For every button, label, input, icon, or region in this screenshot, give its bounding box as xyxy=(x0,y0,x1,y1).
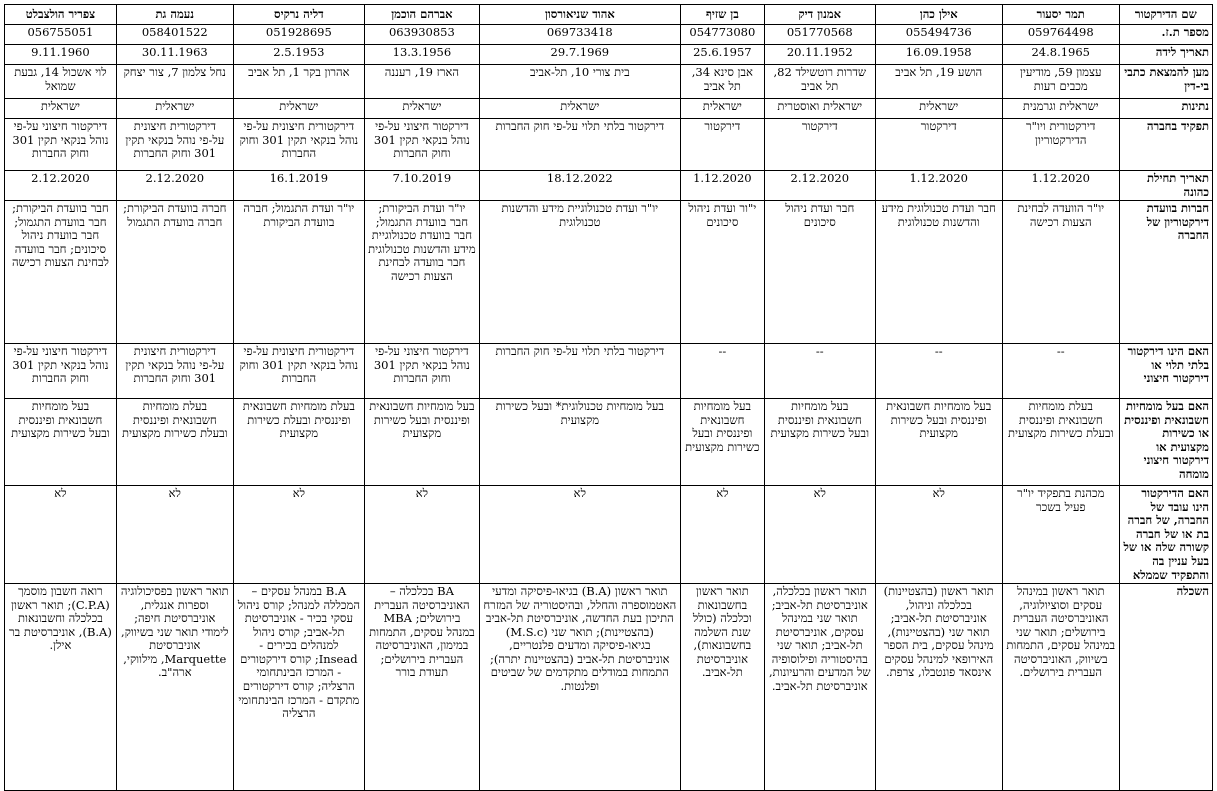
table-cell: 055494736 xyxy=(875,25,1002,45)
table-cell: ישראלית xyxy=(479,99,680,119)
table-cell: בית צורי 10, תל-אביב xyxy=(479,65,680,99)
table-cell: BA בכלכלה – האוניברסיטה העברית בירושלים; MBA במנהל עסקים, התמחות במימון, האוניברסיטה העברית בירושלים; תעודת בורר xyxy=(364,584,479,791)
director-name: אילן כהן xyxy=(875,5,1002,25)
table-cell: -- xyxy=(680,344,764,399)
table-body xyxy=(5,25,1213,791)
table-cell: דירקטורית ויו"ר הדירקטוריון xyxy=(1002,119,1119,171)
header-row xyxy=(5,5,1213,25)
table-cell: בעלת מומחיות חשבונאית ופיננסית ובעלת כשירות מקצועית xyxy=(116,399,233,486)
corner-header: שם הדירקטור xyxy=(1119,5,1212,25)
table-cell: 2.12.2020 xyxy=(764,171,875,201)
table-cell: לא xyxy=(875,486,1002,584)
table-cell: 24.8.1965 xyxy=(1002,45,1119,65)
table-cell: 2.12.2020 xyxy=(116,171,233,201)
table-cell: לוי אשכול 14, גבעת שמואל xyxy=(5,65,117,99)
table-cell: דירקטור בלתי תלוי על-פי חוק החברות xyxy=(479,119,680,171)
table-cell: 051928695 xyxy=(233,25,364,45)
table-cell: יו"ר ועדת התגמול; חברה בוועדת הביקורת xyxy=(233,201,364,344)
table-cell: 7.10.2019 xyxy=(364,171,479,201)
directors-table xyxy=(4,4,1213,791)
table-cell: 25.6.1957 xyxy=(680,45,764,65)
table-cell: דירקטורית חיצונית על-פי נוהל בנקאי תקין 301 וחוק החברות xyxy=(233,344,364,399)
table-cell: 18.12.2022 xyxy=(479,171,680,201)
director-name: תמר יסעור xyxy=(1002,5,1119,25)
row-label: האם הינו דירקטור בלתי תלוי או דירקטור חיצוני xyxy=(1119,344,1212,399)
table-cell: דירקטור xyxy=(680,119,764,171)
table-cell: לא xyxy=(680,486,764,584)
table-cell: -- xyxy=(875,344,1002,399)
table-cell: אבן סינא 34, תל אביב xyxy=(680,65,764,99)
table-cell: 16.09.1958 xyxy=(875,45,1002,65)
table-cell: 059764498 xyxy=(1002,25,1119,45)
table-cell: בעלת מומחיות חשבונאית ופיננסית ובעלת כשירות מקצועית xyxy=(1002,399,1119,486)
table-cell: 13.3.1956 xyxy=(364,45,479,65)
id-number-row xyxy=(5,25,1213,45)
table-cell: בעל מומחיות חשבונאית ופיננסית ובעל כשירות מקצועית xyxy=(764,399,875,486)
table-cell: דירקטור חיצוני על-פי נוהל בנקאי תקין 301 וחוק החברות xyxy=(5,344,117,399)
director-name: אהוד שניאורסון xyxy=(479,5,680,25)
table-cell: דירקטורית חיצונית על-פי נוהל בנקאי תקין 301 וחוק החברות xyxy=(116,119,233,171)
table-cell: ישראלית xyxy=(5,99,117,119)
table-cell: תואר ראשון (בהצטיינות) בכלכלה וניהול, אוניברסיטת תל-אביב; תואר שני (בהצטיינות), מינהל עסקים, בית הספר האירופאי למינהל עסקים אינסאד פונטבלו, צרפת. xyxy=(875,584,1002,791)
address-row xyxy=(5,65,1213,99)
expertise-row xyxy=(5,399,1213,486)
employee-row xyxy=(5,486,1213,584)
table-cell: 1.12.2020 xyxy=(1002,171,1119,201)
table-cell: -- xyxy=(1002,344,1119,399)
table-cell: 054773080 xyxy=(680,25,764,45)
row-label: תאריך לידה xyxy=(1119,45,1212,65)
director-name: אברהם הוכמן xyxy=(364,5,479,25)
table-cell: תואר ראשון (B.A) בגיאו-פיסיקה ומדעי האטמוספרה והחלל, ובהיסטוריה של המזרח התיכון בעת החדשה, אוניברסיטת תל-אביב (בהצטיינות); תואר שני (M.S.c) בגיאו-פיסיקה ומדעים פלנטריים, אוניברסיטת תל-אביב (בהצטיינות יתרה); התמחות במודלים מתקדמים של שביטים ופלנטות. xyxy=(479,584,680,791)
table-cell: 2.12.2020 xyxy=(5,171,117,201)
table-cell: 29.7.1969 xyxy=(479,45,680,65)
table-cell: 063930853 xyxy=(364,25,479,45)
table-cell: דירקטורית חיצונית על-פי נוהל בנקאי תקין 301 וחוק החברות xyxy=(116,344,233,399)
education-row xyxy=(5,584,1213,791)
table-cell: דירקטור בלתי תלוי על-פי חוק החברות xyxy=(479,344,680,399)
table-cell: דירקטורית חיצונית על-פי נוהל בנקאי תקין 301 וחוק החברות xyxy=(233,119,364,171)
table-cell: לא xyxy=(5,486,117,584)
table-cell: 2.5.1953 xyxy=(233,45,364,65)
table-cell: אהרון בקר 1, תל אביב xyxy=(233,65,364,99)
table-cell: 051770568 xyxy=(764,25,875,45)
table-cell: 058401522 xyxy=(116,25,233,45)
table-cell: חבר ועדת ניהול סיכונים xyxy=(764,201,875,344)
table-cell: יו"ר הוועדה לבחינת הצעות רכישה xyxy=(1002,201,1119,344)
table-cell: הארז 19, רעננה xyxy=(364,65,479,99)
table-cell: מכהנת בתפקיד יו"ר פעיל בשכר xyxy=(1002,486,1119,584)
table-cell: דירקטור xyxy=(764,119,875,171)
committees-row xyxy=(5,201,1213,344)
table-cell: חבר ועדת טכנולוגית מידע והדשנות טכנולוגית xyxy=(875,201,1002,344)
start-date-row xyxy=(5,171,1213,201)
role-row xyxy=(5,119,1213,171)
table-cell: יו"ר ועדת הביקורת; חבר בוועדת התגמול; חבר בוועדת טכנולוגיית מידע והדשנות טכנולוגית חבר בוועדה לבחינת הצעות רכישה xyxy=(364,201,479,344)
table-cell: בעל מומחיות חשבונאית ופיננסית ובעל כשירות מקצועית xyxy=(680,399,764,486)
table-cell: עצמון 59, מודיעין מכבים רעות xyxy=(1002,65,1119,99)
director-name: אמנון דיק xyxy=(764,5,875,25)
table-cell: הושע 19, תל אביב xyxy=(875,65,1002,99)
table-cell: לא xyxy=(233,486,364,584)
table-cell: ישראלית xyxy=(875,99,1002,119)
row-label: נתינות xyxy=(1119,99,1212,119)
independence-row xyxy=(5,344,1213,399)
table-cell: תואר ראשון בכלכלה, אוניברסיטת תל-אביב; תואר שני במינהל עסקים, אוניברסיטת תל-אביב; תואר שני בהיסטוריה ופילוסופיה של המדעים והרעיונות, אוניברסיטת תל-אביב. xyxy=(764,584,875,791)
row-label: תאריך תחילת כהונה xyxy=(1119,171,1212,201)
table-cell: בעל מומחיות טכנולוגית* ובעל כשירות מקצועית xyxy=(479,399,680,486)
director-name: בן שזיף xyxy=(680,5,764,25)
table-cell: דירקטור חיצוני על-פי נוהל בנקאי תקין 301 וחוק החברות xyxy=(5,119,117,171)
table-cell: B.A במנהל עסקים – המכללה למנהל; קורס ניהול עסקי בכיר - אוניברסיטת תל-אביב; קורס ניהול למנהלים בכירים - Insead; קורס דירקטורים - המרכז הבינתחומי הרצליה; קורס דירקטורים מתקדם - המרכז הבינתחומי הרצליה xyxy=(233,584,364,791)
table-cell: נחל צלמון 7, צור יצחק xyxy=(116,65,233,99)
table-cell: ישראלית xyxy=(364,99,479,119)
table-cell: 1.12.2020 xyxy=(875,171,1002,201)
table-cell: לא xyxy=(364,486,479,584)
table-cell: -- xyxy=(764,344,875,399)
table-cell: תואר ראשון בחשבונאות וכלכלה (כולל שנת השלמה בחשבונאות), אוניברסיטת תל-אביב. xyxy=(680,584,764,791)
table-cell: דירקטור חיצוני על-פי נוהל בנקאי תקין 301 וחוק החברות xyxy=(364,119,479,171)
table-cell: בעלת מומחיות חשבונאית ופיננסית ובעלת כשירות מקצועית xyxy=(233,399,364,486)
table-cell: 20.11.1952 xyxy=(764,45,875,65)
table-cell: לא xyxy=(764,486,875,584)
table-cell: תואר ראשון בפסיכולוגיה וספרות אנגלית, אוניברסיטת חיפה; לימודי תואר שני בשיווק, אוניברסיטת Marquette, מילווקי, ארה"ב. xyxy=(116,584,233,791)
director-name: נעמה גת xyxy=(116,5,233,25)
table-cell: לא xyxy=(116,486,233,584)
table-cell: בעל מומחיות חשבונאית ופיננסית ובעל כשירות מקצועית xyxy=(364,399,479,486)
table-cell: בעל מומחיות חשבונאית ופיננסית ובעל כשירות מקצועית xyxy=(5,399,117,486)
table-cell: ישראלית וגרמנית xyxy=(1002,99,1119,119)
table-cell: 056755051 xyxy=(5,25,117,45)
table-cell: לא xyxy=(479,486,680,584)
table-cell: תואר ראשון במינהל עסקים וסוציולוגיה, האוניברסיטה העברית בירושלים; תואר שני במינהל עסקים, התמחות בשיווק, האוניברסיטה העברית בירושלים. xyxy=(1002,584,1119,791)
table-cell: דירקטור xyxy=(875,119,1002,171)
row-label: האם הדירקטור הינו עובד של החברה, של חברה בת או של חברה קשורה שלה או של בעל עניין בה והתפקיד שממלא xyxy=(1119,486,1212,584)
table-cell: ישראלית ואוסטרית xyxy=(764,99,875,119)
table-cell: י"ור ועדת ניהול סיכונים xyxy=(680,201,764,344)
table-cell: ישראלית xyxy=(116,99,233,119)
row-label: מספר ת.ז. xyxy=(1119,25,1212,45)
table-cell: 069733418 xyxy=(479,25,680,45)
row-label: האם בעל מומחיות חשבונאית ופיננסית או כשירות מקצועית או דירקטור חיצוני מומחה xyxy=(1119,399,1212,486)
table-cell: 30.11.1963 xyxy=(116,45,233,65)
row-label: מען להמצאת כתבי בי-דין xyxy=(1119,65,1212,99)
director-name: צפריר הולצבלט xyxy=(5,5,117,25)
row-label: השכלה xyxy=(1119,584,1212,791)
table-cell: 16.1.2019 xyxy=(233,171,364,201)
director-name: דליה נרקיס xyxy=(233,5,364,25)
table-cell: רואה חשבון מוסמך (C.P.A); תואר ראשון בכלכלה וחשבונאות (B.A), אוניברסיטת בר אילן. xyxy=(5,584,117,791)
table-cell: שדרות רוטשילד 82, תל אביב xyxy=(764,65,875,99)
table-cell: חבר בוועדת הביקורת; חבר בוועדת התגמול; חבר בוועדת ניהול סיכונים; חבר בוועדה לבחינת הצעות רכישה xyxy=(5,201,117,344)
table-cell: ישראלית xyxy=(680,99,764,119)
table-cell: יו"ר ועדת טכנולוגיית מידע והדשנות טכנולוגית xyxy=(479,201,680,344)
table-cell: חברה בוועדת הביקורת; חברה בוועדת התגמול xyxy=(116,201,233,344)
birth-date-row xyxy=(5,45,1213,65)
row-label: תפקיד בחברה xyxy=(1119,119,1212,171)
table-cell: 9.11.1960 xyxy=(5,45,117,65)
nationality-row xyxy=(5,99,1213,119)
table-cell: דירקטור חיצוני על-פי נוהל בנקאי תקין 301 וחוק החברות xyxy=(364,344,479,399)
table-cell: 1.12.2020 xyxy=(680,171,764,201)
table-cell: ישראלית xyxy=(233,99,364,119)
row-label: חברות בוועדת דירקטוריון של החברה xyxy=(1119,201,1212,344)
table-cell: בעל מומחיות חשבונאית ופיננסית ובעל כשירות מקצועית xyxy=(875,399,1002,486)
directors-table-container xyxy=(4,4,1213,791)
